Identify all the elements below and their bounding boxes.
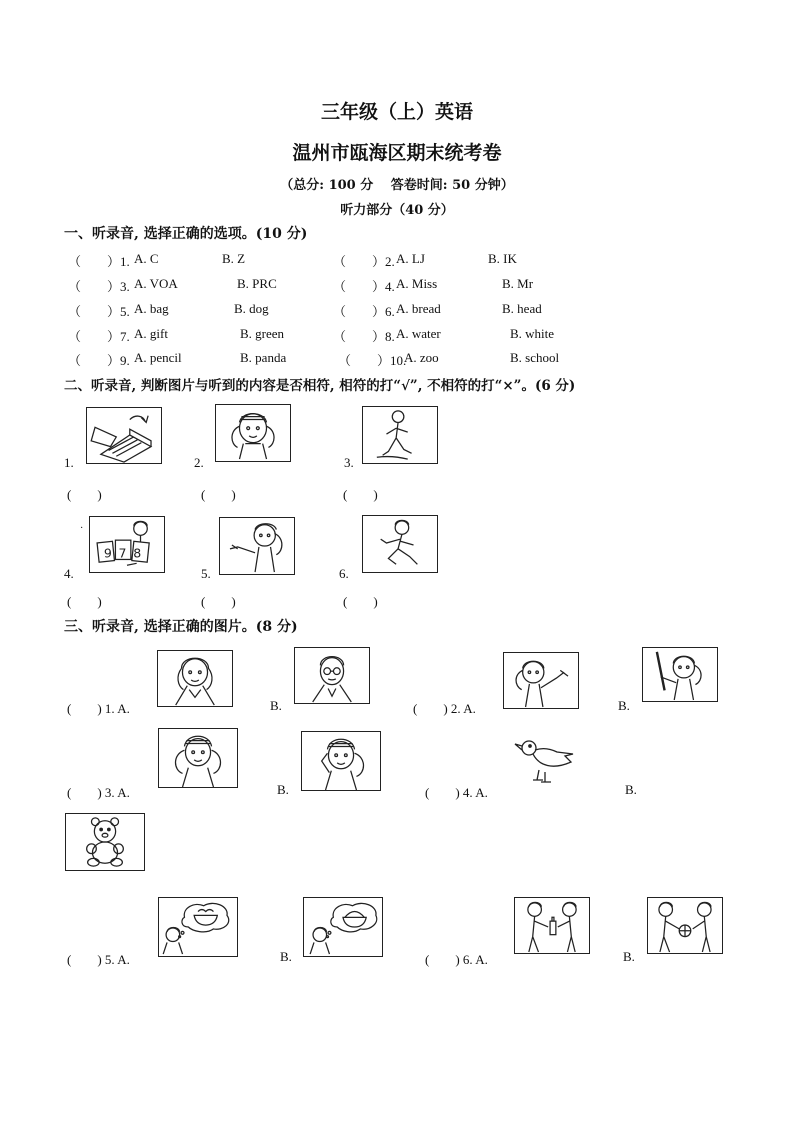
picture-number-cards[interactable] — [89, 516, 165, 573]
q9-option-b[interactable]: B. panda — [240, 350, 287, 365]
q10-number: （ ）10. — [338, 353, 407, 368]
s3-q5-picture-a-boy-noodles[interactable] — [158, 897, 238, 957]
stray-dot: · — [80, 523, 84, 534]
q6-option-b[interactable]: B. head — [502, 301, 542, 316]
s2-label-1: 1. — [64, 455, 74, 470]
q8-option-a[interactable]: A. water — [396, 326, 441, 341]
section2-heading: 二、听录音, 判断图片与听到的内容是否相符, 相符的打“√”, 不相符的打“×”。(6 分) — [64, 378, 576, 394]
q2-number: （ ）2. — [333, 254, 395, 269]
card-numbers: 978 — [103, 545, 149, 561]
s2-label-6: 6. — [339, 566, 349, 581]
q4-number: （ ）4. — [333, 279, 395, 294]
q7-option-a[interactable]: A. gift — [134, 326, 168, 341]
s3-q6-picture-a-kids-bottle[interactable] — [514, 897, 590, 954]
s3-q3-number: ( ) 3. A. — [67, 785, 130, 800]
s2-label-4: 4. — [64, 566, 74, 581]
s3-q3-picture-b-girl-hand[interactable] — [301, 731, 381, 791]
s3-q2-picture-b-girl-ruler[interactable] — [642, 647, 718, 702]
s3-q6-b-label: B. — [623, 949, 635, 964]
s3-q2-picture-a-girl-pen[interactable] — [503, 652, 579, 709]
s3-q4-number: ( ) 4. A. — [425, 785, 488, 800]
q6-option-a[interactable]: A. bread — [396, 301, 441, 316]
q5-option-a[interactable]: A. bag — [134, 301, 169, 316]
s3-q6-number: ( ) 6. A. — [425, 952, 488, 967]
s2-answer-3[interactable]: ( ) — [343, 487, 378, 502]
s2-answer-4[interactable]: ( ) — [67, 594, 102, 609]
s3-q5-picture-b-boy-rice[interactable] — [303, 897, 383, 957]
section3-heading: 三、听录音, 选择正确的图片。(8 分) — [64, 619, 298, 635]
s2-answer-6[interactable]: ( ) — [343, 594, 378, 609]
q8-option-b[interactable]: B. white — [510, 326, 555, 341]
s2-answer-1[interactable]: ( ) — [67, 487, 102, 502]
s2-answer-5[interactable]: ( ) — [201, 594, 236, 609]
part-heading: 听力部分（40 分） — [340, 203, 454, 218]
s3-q4-picture-b-teddy-bear[interactable] — [65, 813, 145, 871]
exam-info: （总分: 100 分 答卷时间: 50 分钟） — [280, 178, 514, 193]
picture-boy-walking[interactable] — [362, 406, 438, 464]
q3-option-b[interactable]: B. PRC — [237, 276, 277, 291]
s2-label-5: 5. — [201, 566, 211, 581]
s2-answer-2[interactable]: ( ) — [201, 487, 236, 502]
s3-q5-b-label: B. — [280, 949, 292, 964]
q3-option-a[interactable]: A. VOA — [134, 276, 178, 291]
q4-option-b[interactable]: B. Mr — [502, 276, 534, 291]
q5-option-b[interactable]: B. dog — [234, 301, 269, 316]
q1-option-a[interactable]: A. C — [134, 251, 159, 266]
s2-label-2: 2. — [194, 455, 204, 470]
q9-option-a[interactable]: A. pencil — [134, 350, 182, 365]
page-title: 三年级（上）英语 — [320, 101, 473, 123]
s3-q1-picture-a-woman[interactable] — [157, 650, 233, 707]
q10-option-b[interactable]: B. school — [510, 350, 560, 365]
s3-q4-picture-a-bird[interactable] — [513, 732, 575, 788]
s3-q3-b-label: B. — [277, 782, 289, 797]
q3-number: （ ）3. — [68, 279, 130, 294]
picture-girl-drawing[interactable] — [219, 517, 295, 575]
q7-option-b[interactable]: B. green — [240, 326, 285, 341]
s3-q2-b-label: B. — [618, 698, 630, 713]
q1-number: （ ）1. — [68, 254, 130, 269]
exam-subtitle: 温州市瓯海区期末统考卷 — [292, 142, 502, 164]
s2-label-3: 3. — [344, 455, 354, 470]
s3-q2-number: ( ) 2. A. — [413, 701, 476, 716]
s3-q1-picture-b-glasses-man[interactable] — [294, 647, 370, 704]
q5-number: （ ）5. — [68, 304, 130, 319]
q6-number: （ ）6. — [333, 304, 395, 319]
s3-q3-picture-a-girl[interactable] — [158, 728, 238, 788]
q1-option-b[interactable]: B. Z — [222, 251, 246, 266]
section1-heading: 一、听录音, 选择正确的选项。(10 分) — [64, 226, 308, 242]
s3-q1-number: ( ) 1. A. — [67, 701, 130, 716]
q2-option-b[interactable]: B. IK — [488, 251, 517, 266]
picture-reading-book[interactable] — [86, 407, 162, 464]
q2-option-a[interactable]: A. LJ — [396, 251, 425, 266]
picture-boy-crouching[interactable] — [362, 515, 438, 573]
q10-option-a[interactable]: A. zoo — [404, 350, 439, 365]
s3-q1-b-label: B. — [270, 698, 282, 713]
picture-girl-face[interactable] — [215, 404, 291, 462]
q8-number: （ ）8. — [333, 329, 395, 344]
q9-number: （ ）9. — [68, 353, 130, 368]
s3-q4-b-label: B. — [625, 782, 637, 797]
q4-option-a[interactable]: A. Miss — [396, 276, 438, 291]
s3-q5-number: ( ) 5. A. — [67, 952, 130, 967]
q7-number: （ ）7. — [68, 329, 130, 344]
s3-q6-picture-b-kids-gift[interactable] — [647, 897, 723, 954]
